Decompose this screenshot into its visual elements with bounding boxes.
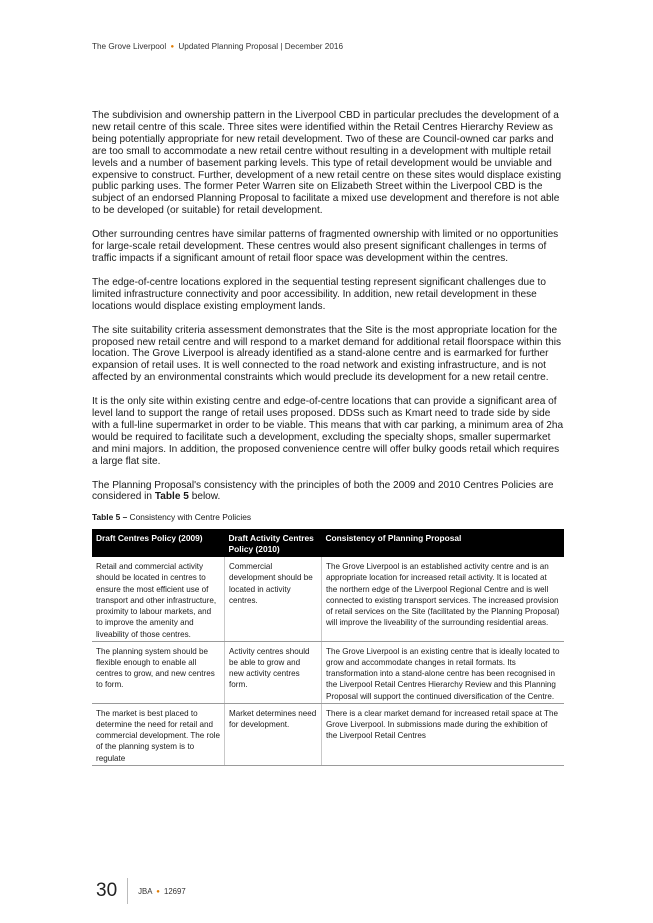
page-number: 30 (96, 880, 118, 901)
table-row (92, 641, 564, 703)
paragraph-6-end: below. (188, 491, 221, 503)
footer-brand (138, 887, 186, 896)
consistency-table (92, 529, 564, 765)
paragraph-5: It is the only site within existing centre and edge-of-centre locations that can provide a significant area of level land to support the range of retail uses proposed. DDSs such as Kmart need to trade side by side with a full-line supermarket in order to be viable. This means that with car parking, a minimum area of 2ha would be required to facilitate such a development, excluding the specialty shops, smaller supermarket and mini majors. In addition, the proposed convenience centre will offer bulky goods retail which requires a large flat site. (92, 396, 564, 467)
table-cell: The planning system should be flexible enough to enable all centres to grow, and new centres to form. (92, 641, 225, 703)
table-caption-title: Consistency with Centre Policies (127, 512, 252, 523)
table-cell: The market is best placed to determine the need for retail and commercial development. The role of the planning system is to regulate (92, 703, 225, 765)
page-footer (96, 878, 186, 904)
paragraph-6-text: The Planning Proposal's consistency with the principles of both the 2009 and 2010 Centres Policies are considered in (92, 479, 554, 503)
table-row (92, 703, 564, 765)
header-title: The Grove Liverpool (92, 42, 167, 51)
table-caption-label: Table 5 – (92, 512, 128, 523)
paragraph-3: The edge-of-centre locations explored in the sequential testing represent significant challenges due to limited infrastructure connectivity and poor accessibility. In addition, new retail development in these locations would displace existing employment lands. (92, 276, 546, 312)
table-cell: Activity centres should be able to grow and new activity centres form. (225, 641, 322, 703)
paragraph-6 (92, 480, 567, 504)
table-cell: The Grove Liverpool is an established activity centre and is an appropriate location for increased retail activity. It is located at the northern edge of the Liverpool Regional Centre and is well connected to existing transport services. The increased provision of retail services on the Site (facilitated by the Planning Proposal) will improve the liveability of the surrounding residential areas. (322, 557, 565, 641)
table-cell: There is a clear market demand for increased retail space at The Grove Liverpool. In submissions made during the exhibition of the Liverpool Retail Centres (322, 703, 565, 765)
table-header-row (92, 529, 564, 557)
paragraph-4: The site suitability criteria assessment demonstrates that the Site is the most appropriate location for the proposed new retail centre and will respond to a market demand for additional retail floorspace within this location. The Grove Liverpool is already identified as a stand-alone centre and is earmarked for further expansion of retail uses. It is well connected to the road network and existing infrastructure, and is not affected by an environmental constraints which would preclude its development for a new retail centre. (92, 324, 562, 384)
job-number: 12697 (163, 886, 186, 896)
column-header-activity-centres-policy-2010: Draft Activity Centres Policy (2010) (225, 529, 322, 557)
table-row (92, 557, 564, 641)
header-separator-dot: ● (170, 44, 175, 50)
running-header (92, 42, 343, 51)
table-cell: The Grove Liverpool is an existing centre that is ideally located to grow and accommodate changes in retail formats. Its transformation into a stand-alone centre has been recognised in the Liverpool Retail Centres Hierarchy Review and this Planning Proposal will support the continued diversification of the Centre. (322, 641, 565, 703)
table-cell: Commercial development should be located in activity centres. (225, 557, 322, 641)
main-content (92, 110, 567, 766)
table-cell: Market determines need for development. (225, 703, 322, 765)
footer-divider (127, 878, 128, 904)
paragraph-2: Other surrounding centres have similar patterns of fragmented ownership with limited or no opportunities for large-scale retail development. These centres would also present significant challenges in terms of traffic impacts if a significant amount of retail floor space was development within the centres. (92, 229, 559, 264)
footer-separator-dot: ● (156, 888, 160, 895)
column-header-consistency: Consistency of Planning Proposal (322, 529, 565, 557)
table-caption (92, 512, 567, 524)
table-cell: Retail and commercial activity should be located in centres to ensure the most efficient use of transport and other infrastructure, proximity to labour markets, and to improve the amenity and liveability of those centres. (92, 557, 225, 641)
column-header-centres-policy-2009: Draft Centres Policy (2009) (92, 529, 225, 557)
header-subtitle: Updated Planning Proposal | December 2016 (178, 42, 343, 51)
brand-name: JBA (138, 886, 153, 896)
paragraph-1: The subdivision and ownership pattern in the Liverpool CBD in particular precludes the development of a new retail centre of this scale. Three sites were identified within the Retail Centres Hierarchy Review as being potentially appropriate for new retail development. Two of these are Council-owned car parks and are too small to accommodate a new retail centre without resulting in a development with multiple retail levels and a number of basement parking levels. This type of retail development would be unviable and expensive to construct. Further, development of a new retail centre on these sites would displace existing public parking uses. The former Peter Warren site on Elizabeth Street within the Liverpool CBD is the subject of an endorsed Planning Proposal to facilitate a mixed use development and therefore is not able to be developed (or suitable) for retail development. (92, 110, 562, 217)
table-reference: Table 5 (154, 491, 189, 503)
